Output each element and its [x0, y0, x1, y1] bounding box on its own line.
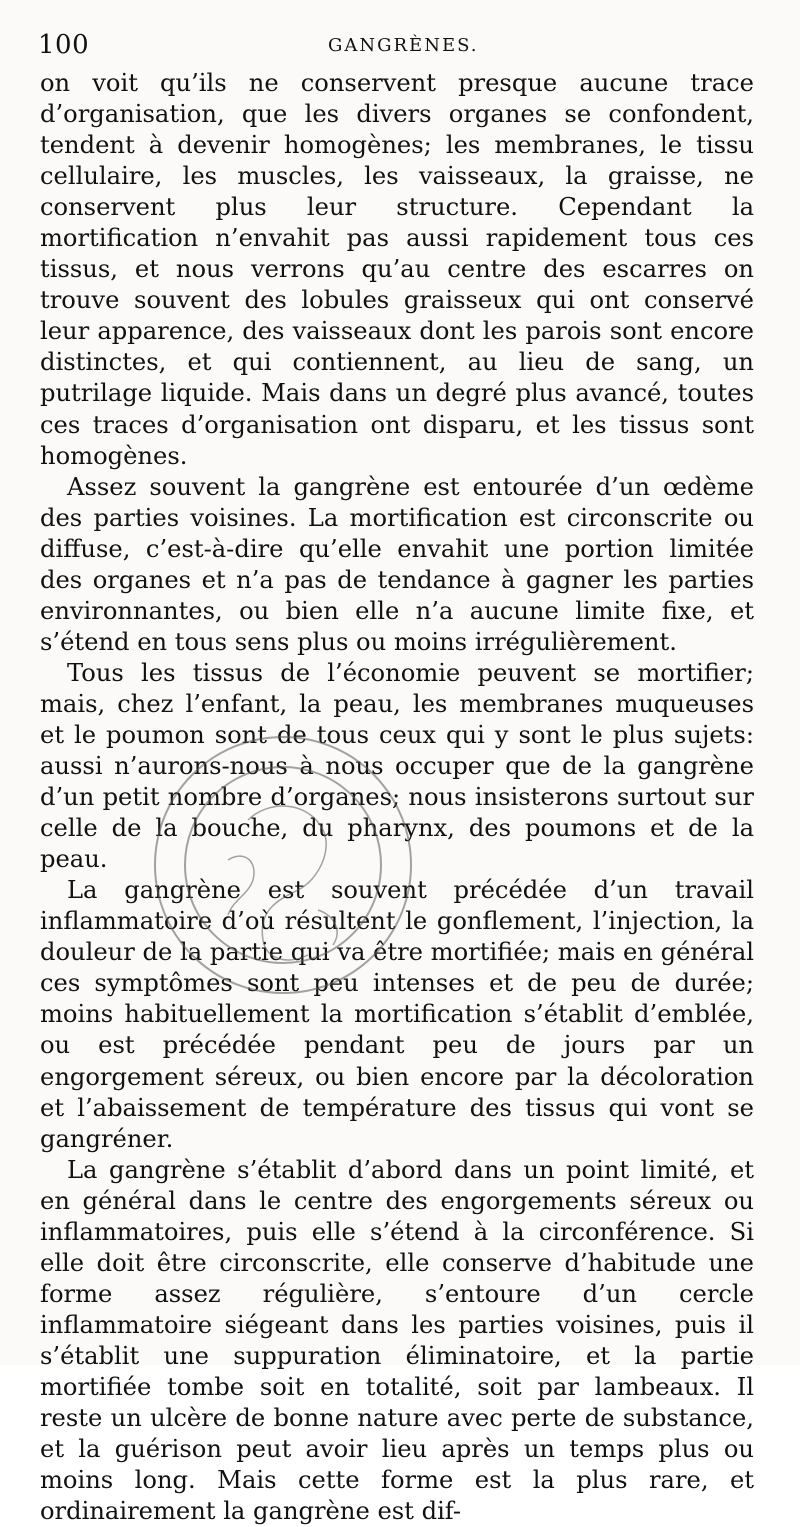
running-head: GANGRÈNES. [328, 35, 479, 56]
page-header [38, 30, 762, 60]
page-number: 100 [38, 30, 90, 60]
paragraph-oedeme: Assez souvent la gangrène est entourée d’un œdème des parties voisines. La mortification est circonscrite ou diffuse, c’est-à-dire qu’elle envahit une portion limitée des organes et n’a pas de tendance à gagner les parties environnantes, ou bien elle n’a aucune limite fixe, et s’étend en tous sens plus ou moins irrégulièrement. [40, 472, 754, 656]
paragraph-etablissement: La gangrène s’établit d’abord dans un point limité, et en général dans le centre des engorgements séreux ou inflammatoires, puis elle s’étend à la circonférence. Si elle doit être circonscrite, elle conserve d’habitude une forme assez régulière, s’entoure d’un cercle inflammatoire siégeant dans les parties voisines, puis il s’établit une suppuration éliminatoire, et la partie mortifiée tombe soit en totalité, soit par lambeaux. Il reste un ulcère de bonne nature avec perte de substance, et la guérison peut avoir lieu après un temps plus ou moins long. Mais cette forme est la plus rare, et ordinairement la gangrène est dif- [40, 1155, 754, 1526]
paragraph-continued: on voit qu’ils ne conservent presque aucune trace d’organisation, que les divers organes se confondent, tendent à devenir homogènes; les membranes, le tissu cellulaire, les muscles, les vaisseaux, la graisse, ne conservent plus leur structure. Cependant la mortification n’envahit pas aussi rapidement tous ces tissus, et nous verrons qu’au centre des escarres on trouve souvent des lobules graisseux qui ont conservé leur apparence, des vaisseaux dont les parois sont encore distinctes, et qui contiennent, au lieu de sang, un putrilage liquide. Mais dans un degré plus avancé, toutes ces traces d’organisation ont disparu, et les tissus sont homogènes. [40, 69, 754, 470]
paragraph-travail-inflammatoire: La gangrène est souvent précédée d’un travail inflammatoire d’où résultent le gonflement, l’injection, la douleur de la partie qui va être mortifiée; mais en général ces symptômes sont peu intenses et de peu de durée; moins habituellement la mortification s’établit d’emblée, ou est précédée pendant peu de jours par un engorgement séreux, ou bien encore par la décoloration et l’abaissement de température des tissus qui vont se gangréner. [40, 876, 754, 1153]
paragraph-tissus: Tous les tissus de l’économie peuvent se mortifier; mais, chez l’enfant, la peau, les membranes muqueuses et le poumon sont de tous ceux qui y sont le plus sujets: aussi n’aurons-nous à nous occuper que de la gangrène d’un petit nombre d’organes; nous insisterons surtout sur celle de la bouche, du pharynx, des poumons et de la peau. [40, 658, 754, 874]
body-text [40, 68, 754, 1527]
